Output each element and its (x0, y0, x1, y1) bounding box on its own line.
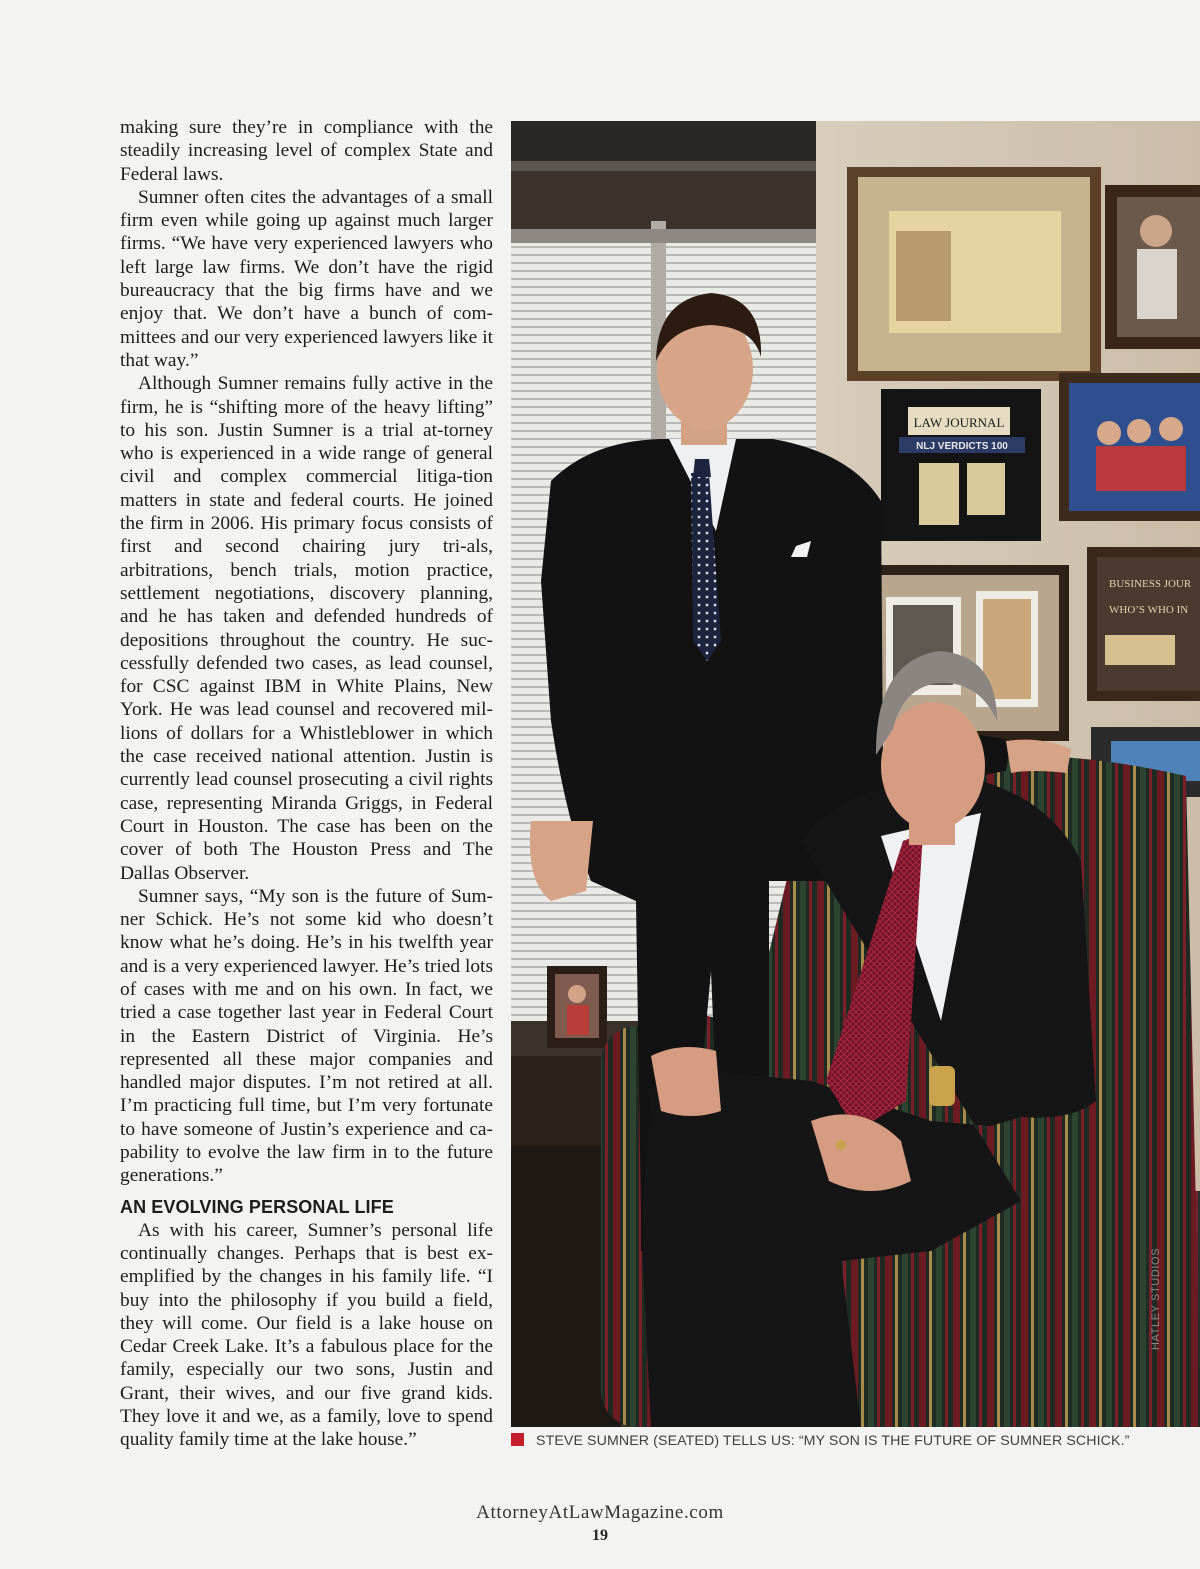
verdicts-text: NLJ VERDICTS 100 (916, 441, 1008, 452)
framed-business-journal (1087, 547, 1200, 701)
article-column (120, 116, 493, 1452)
caption-marker (511, 1433, 524, 1446)
framed-law-journal (881, 389, 1041, 541)
whos-who-text: WHO’S WHO IN (1109, 604, 1189, 616)
portrait-photo (511, 121, 1200, 1427)
framed-newspaper (847, 167, 1101, 381)
framed-event-photo (1059, 373, 1200, 521)
article-paragraph: Sumner often cites the advantages of a small firm even while going up against much larger firms. “We have very experienced lawyers who left large law firms. We don’t have the rigid bureaucracy that the big firms have and we enjoy that. We don’t have a bunch of com-mittees and our very experienced lawyers like it that way.” (120, 186, 493, 371)
framed-baseball-photo (1105, 185, 1200, 349)
article-paragraph: As with his career, Sumner’s personal life continually changes. Perhaps that is best ex-emplified by the changes in his family life. “I buy into the philosophy if you build a field, they will come. Our field is a lake house on Cedar Creek Lake. It’s a fabulous place for the family, especially our two sons, Justin and Grant, their wives, and our five grand kids. They love it and we, as a family, love to spend quality family time at the lake house.” (120, 1219, 493, 1451)
law-journal-text: LAW JOURNAL (913, 415, 1005, 430)
photo-credit: HATLEY STUDIOS (1150, 1247, 1162, 1350)
article-paragraph: Although Sumner remains fully active in the firm, he is “shifting more of the heavy lifting” to his son. Justin Sumner is a trial at-torney who is experienced in a wide range of general civil and complex commercial litiga-tion matters in state and federal courts. He joined the firm in 2006. His primary focus consists of first and second chairing jury tri-als, arbitrations, bench trials, motion practice, settlement negotiations, discovery planning, and he has taken and defended hundreds of depositions throughout the country. He suc-cessfully defended two cases, as lead counsel, for CSC against IBM in White Plains, New York. He was lead counsel and recovered mil-lions of dollars for a Whistleblower in which the case received national attention. Justin is currently lead counsel prosecuting a civil rights case, representing Miranda Griggs, in Federal Court in Houston. The case has been on the cover of both The Houston Press and The Dallas Observer. (120, 373, 493, 884)
section-heading: AN EVOLVING PERSONAL LIFE (120, 1196, 394, 1217)
article-paragraph: Sumner says, “My son is the future of Sum-ner Schick. He’s not some kid who doesn’t know what he’s doing. He’s in his twelfth year and is a very experienced lawyer. He’s tried lots of cases with me and on his own. In fact, we tried a case together last year in Federal Court in the Eastern District of Virginia. He’s represented all these major companies and handled major disputes. I’m not retired at all. I’m practicing full time, but I’m very fortunate to have someone of Justin’s experience and ca-pability to evolve the law firm in to the future generations.” (120, 885, 493, 1187)
footer-site: AttorneyAtLawMagazine.com (476, 1502, 724, 1523)
business-journal-text: BUSINESS JOUR (1109, 578, 1192, 590)
photo-caption-text: STEVE SUMNER (SEATED) TELLS US: “MY SON IS THE FUTURE OF SUMNER SCHICK.” (536, 1433, 1130, 1449)
photo-caption (511, 1433, 1200, 1449)
page-number: 19 (592, 1527, 608, 1544)
article-paragraph: making sure they’re in compliance with the steadily increasing level of complex State and Federal laws. (120, 117, 493, 185)
